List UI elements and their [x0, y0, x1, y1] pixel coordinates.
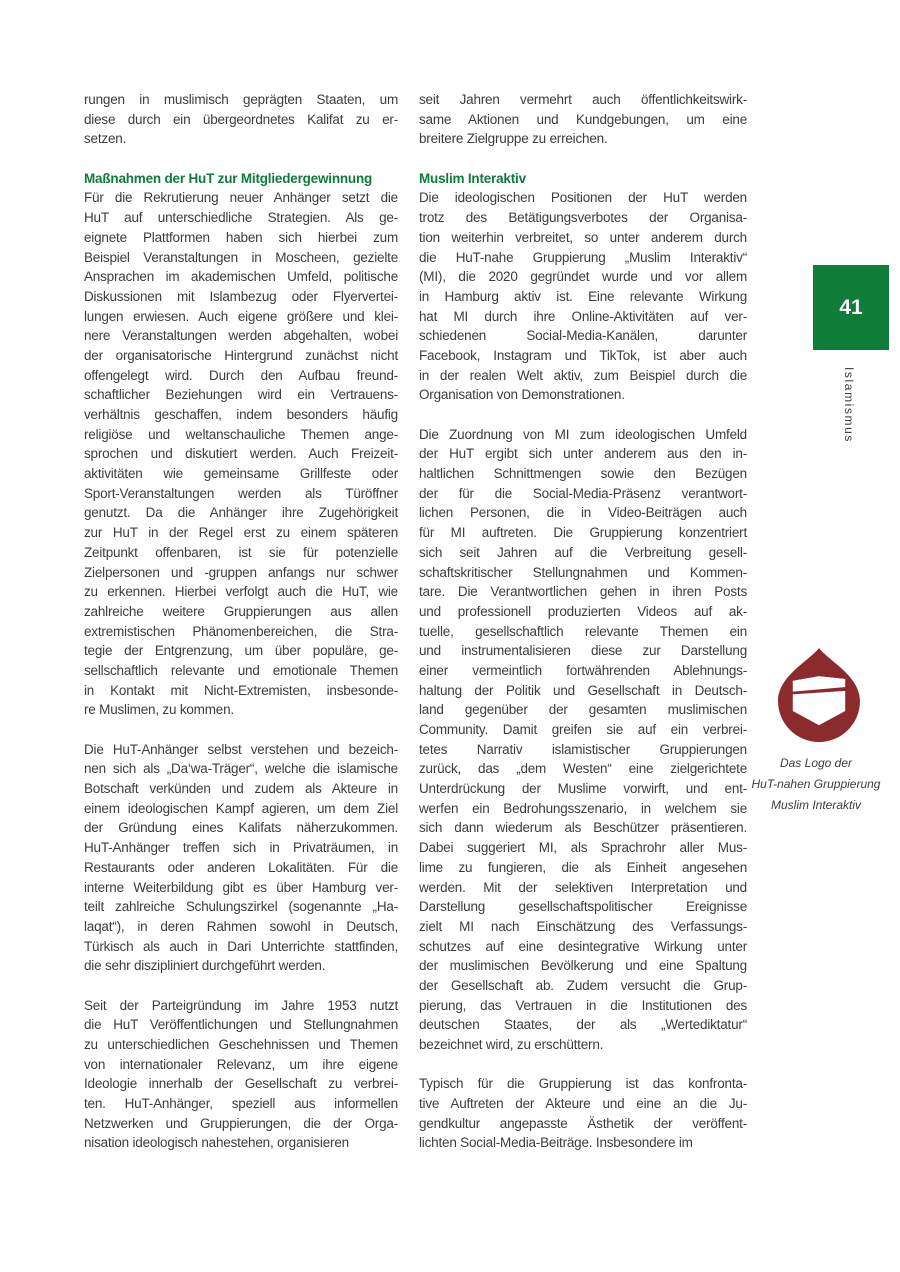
text-line: tetes Narrativ islamistischer Gruppierungen: [419, 741, 747, 757]
text-line: einer vermeintlich fortwährenden Ablehnungs-: [419, 662, 747, 678]
section-heading: Maßnahmen der HuT zur Mitgliedergewinnung: [84, 170, 373, 186]
text-line: deutschen Staates, der als „Wertediktatur“: [419, 1017, 747, 1033]
text-line: pierung, das Vertrauen in die Institutionen des: [419, 997, 747, 1013]
text-line: haltlichen Schnittmengen sowie den Bezügen: [419, 466, 747, 482]
text-line: von internationaler Relevanz, um ihre eigene: [84, 1056, 398, 1072]
text-line: und instrumentalisieren diese zur Darstellung: [419, 643, 747, 659]
text-line: haltung der Politik und Gesellschaft in Deutsch-: [419, 682, 747, 698]
text-line: zielt MI nach Einschätzung des Verfassungs-: [419, 918, 747, 934]
text-line: aktivitäten wie gemeinsame Grillfeste oder: [84, 466, 398, 482]
text-line: lichten Social-Media-Beiträge. Insbesondere im: [419, 1135, 693, 1151]
text-line: schaftskritischer Stellungnahmen und Kommen-: [419, 564, 747, 580]
text-line: sprochen und diskutiert werden. Auch Freizeit-: [84, 446, 398, 462]
text-line: Seit der Parteigründung im Jahre 1953 nutzt: [84, 997, 398, 1013]
paragraph: [84, 996, 398, 1154]
text-line: in der realen Welt aktiv, zum Beispiel durch die: [419, 367, 747, 383]
text-line: tuelle, gesellschaftlich relevante Themen ein: [419, 623, 747, 639]
text-line: die HuT-nahe Gruppierung „Muslim Interaktiv“: [419, 249, 747, 265]
text-line: bezeichnet wird, zu erschüttern.: [419, 1037, 604, 1052]
muslim-interaktiv-logo-icon: [776, 646, 862, 743]
text-line: zu erkennen. Hierbei verfolgt auch die HuT, wie: [84, 584, 398, 600]
text-line: Organisation von Demonstrationen.: [419, 387, 625, 403]
text-line: verhältnis geschaffen, indem besonders häufig: [84, 407, 398, 422]
text-line: Zeitpunkt offenbaren, ist sie für potenzielle: [84, 544, 398, 560]
logo-caption-line: Das Logo der: [779, 756, 853, 770]
text-line: Die Zuordnung von MI zum ideologischen Umfeld: [419, 426, 747, 442]
text-line: breitere Zielgruppe zu erreichen.: [419, 131, 608, 147]
text-line: gendkultur angepasste Ästhetik der veröffent-: [419, 1115, 747, 1131]
text-line: zahlreiche weitere Gruppierungen aus allen: [84, 603, 398, 619]
text-line: rungen in muslimisch geprägten Staaten, um: [84, 92, 398, 107]
text-line: Unterdrückung der Muslime vorwirft, und ent-: [419, 781, 747, 797]
text-line: interne Weiterbildung gibt es über Hamburg ver-: [84, 879, 398, 895]
text-line: sellschaftlich relevante und emotionale Themen: [84, 662, 398, 678]
text-line: Türkisch als auch in Dari Unterrichte stattfinden,: [84, 938, 398, 954]
text-line: diese durch ein übergeordnetes Kalifat zu er-: [84, 111, 398, 127]
text-line: ten. HuT-Anhänger, speziell aus informellen: [84, 1096, 398, 1112]
text-column-right: [419, 90, 747, 1173]
text-line: Die HuT-Anhänger selbst verstehen und bezeich-: [84, 741, 398, 757]
text-line: seit Jahren vermehrt auch öffentlichkeitswirk-: [419, 92, 747, 107]
text-line: lichen Personen, die in Video-Beiträgen auch: [419, 505, 747, 521]
text-line: einem ideologischen Kampf agieren, um dem Ziel: [84, 800, 398, 816]
text-line: Diskussionen mit Islambezug oder Flyervertei-: [84, 288, 398, 304]
text-line: religiöse und weltanschauliche Themen ange-: [84, 426, 398, 442]
text-line: Die ideologischen Positionen der HuT werden: [419, 190, 747, 206]
text-line: hat MI durch ihre Online-Aktivitäten auf ver-: [419, 308, 747, 324]
text-line: Ideologie innerhalb der Gesellschaft zu verbrei-: [84, 1076, 398, 1092]
text-line: sich seit Jahren auf die Verbreitung gesell-: [419, 544, 747, 560]
chapter-tab-islamismus: Islamismus: [842, 367, 856, 444]
text-line: in Hamburg aktiv ist. Eine relevante Wirkung: [419, 288, 747, 304]
text-line: land gegenüber der gesamten muslimischen: [419, 702, 747, 718]
paragraph: [419, 1074, 747, 1153]
text-line: Beispiel Veranstaltungen in Moscheen, gezielte: [84, 249, 398, 265]
text-line: tare. Die Verantwortlichen gehen in ihren Posts: [419, 584, 747, 600]
text-line: Typisch für die Gruppierung ist das konfronta-: [419, 1076, 747, 1092]
text-line: setzen.: [84, 131, 127, 147]
text-line: zu unterschiedlichen Geschehnissen und Themen: [84, 1037, 398, 1052]
text-line: re Muslimen, zu kommen.: [84, 702, 234, 718]
text-line: für MI auftreten. Die Gruppierung konzentriert: [419, 525, 747, 541]
section-heading: Muslim Interaktiv: [419, 170, 526, 186]
text-line: der für die Social-Media-Präsenz verantwort-: [419, 485, 747, 501]
text-line: die HuT Veröffentlichungen und Stellungnahmen: [84, 1017, 398, 1033]
text-line: der muslimischen Bevölkerung und eine Spaltung: [419, 958, 747, 974]
text-line: die sehr diszipliniert durchgeführt werden.: [84, 958, 326, 974]
text-line: Netzwerken und Gruppierungen, die der Orga-: [84, 1115, 398, 1131]
text-line: Sport-Veranstaltungen werden als Türöffner: [84, 485, 398, 501]
text-line: Community. Damit greifen sie auf ein verbrei-: [419, 722, 747, 737]
text-line: zur HuT in der Regel erst zu einem späteren: [84, 525, 398, 541]
paragraph: [419, 90, 747, 149]
text-line: Für die Rekrutierung neuer Anhänger setzt die: [84, 190, 398, 206]
text-line: zurück, das „dem Westen“ eine zielgerichtete: [419, 761, 747, 777]
text-line: Darstellung gesellschaftspolitischer Ereignisse: [419, 899, 747, 915]
text-line: teilt zahlreiche Schulungszirkel (sogenannte „Ha-: [84, 899, 398, 915]
paragraph: [84, 188, 398, 720]
paragraph: [84, 90, 398, 149]
text-line: extremistischen Phänomenbereichen, die Stra-: [84, 623, 398, 639]
text-line: werden. Mit der selektiven Interpretation und: [419, 879, 747, 895]
text-line: und professionell produzierten Videos auf ak-: [419, 603, 747, 619]
text-line: Zielpersonen und -gruppen anfangs nur schwer: [84, 564, 398, 580]
text-line: schutzes auf eine desintegrative Wirkung unter: [419, 938, 747, 954]
text-line: der Gesellschaft ab. Zudem versucht die Grup-: [419, 977, 747, 993]
text-line: der HuT ergibt sich unter anderem aus den in-: [419, 446, 747, 462]
text-line: genutzt. Da die Anhänger ihre Zugehörigkeit: [84, 505, 398, 521]
text-line: Botschaft verkünden und zudem als Akteure in: [84, 781, 398, 797]
paragraph: [84, 740, 398, 976]
paragraph: [419, 188, 747, 405]
text-line: sich dann wiederum als Beschützer präsentieren.: [419, 820, 747, 836]
text-line: nen sich als „Da‘wa-Träger“, welche die islamische: [84, 761, 398, 777]
text-line: Dabei suggeriert MI, als Sprachrohr aller Mus-: [419, 840, 747, 856]
text-line: trotz des Betätigungsverbotes der Organisa-: [419, 210, 747, 226]
logo-caption-line: Muslim Interaktiv: [770, 798, 862, 812]
text-line: laqat“), in deren Rahmen sowohl in Deutsch,: [84, 918, 398, 934]
text-line: HuT-Anhänger treffen sich in Privaträumen, in: [84, 840, 398, 856]
text-line: in Kontakt mit Nicht-Extremisten, insbesonde-: [84, 682, 398, 698]
text-line: tive Auftreten der Akteure und eine an die Ju-: [419, 1096, 747, 1112]
text-line: schiedenen Social-Media-Kanälen, darunter: [419, 328, 747, 344]
paragraph: [419, 425, 747, 1055]
text-line: werfen ein Bedrohungsszenario, in welchem sie: [419, 800, 747, 816]
text-line: Ansprachen im akademischen Umfeld, politische: [84, 269, 398, 285]
text-line: nere Veranstaltungen werden abgehalten, wobei: [84, 328, 398, 344]
page-number: 41: [839, 295, 863, 319]
text-line: tegie der Entgrenzung, um über populäre, ge-: [84, 643, 398, 659]
text-line: lungen erwiesen. Auch eigene größere und klei-: [84, 308, 398, 324]
text-line: der organisatorische Hintergrund zunächst nicht: [84, 347, 398, 363]
logo-caption: [740, 753, 892, 816]
text-line: offengelegt wird. Durch den Aufbau freund-: [84, 367, 398, 383]
text-line: schaftlicher Beziehungen wird ein Vertrauens-: [84, 387, 398, 403]
text-line: tion weiterhin verbreitet, so unter anderem durch: [419, 229, 747, 245]
page-number-badge: [813, 265, 889, 350]
text-line: eignete Plattformen haben sich hierbei zum: [84, 229, 398, 245]
text-line: Restaurants oder anderen Lokalitäten. Für die: [84, 859, 398, 875]
text-line: Facebook, Instagram und TikTok, ist aber auch: [419, 347, 747, 363]
logo-caption-line: HuT-nahen Gruppierung: [751, 777, 881, 791]
text-column-left: [84, 90, 398, 1173]
text-line: (MI), die 2020 gegründet wurde und vor allem: [419, 269, 747, 285]
text-line: same Aktionen und Kundgebungen, um eine: [419, 111, 747, 127]
text-line: der Gründung eines Kalifats näherzukommen.: [84, 820, 398, 836]
text-line: nisation ideologisch nahestehen, organisieren: [84, 1135, 349, 1151]
text-line: HuT auf unterschiedliche Strategien. Als ge-: [84, 210, 398, 226]
text-line: lime zu fungieren, die als Einheit angesehen: [419, 859, 747, 875]
